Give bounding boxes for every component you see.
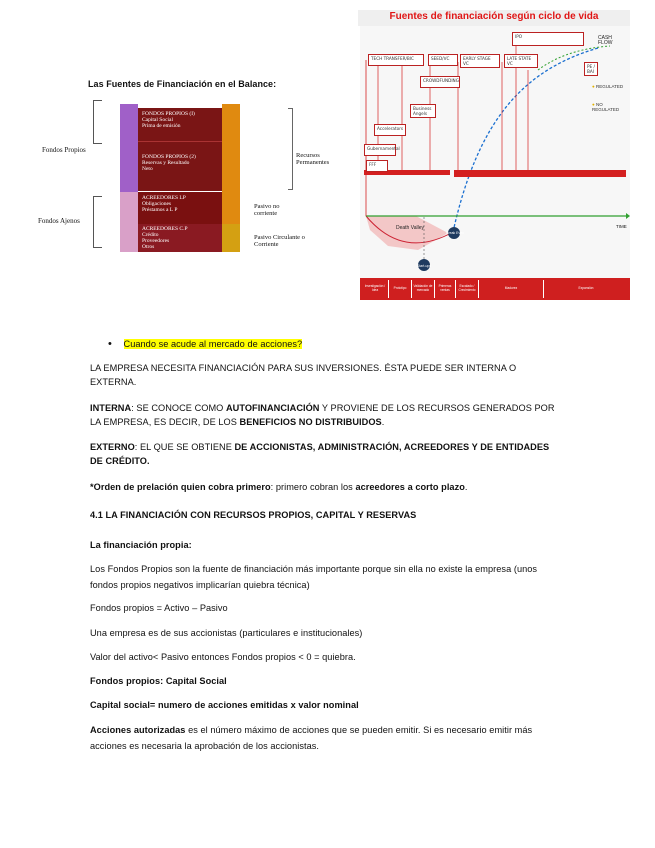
legend-label: REGULATED — [595, 84, 624, 89]
legend-no-regulated: ● NO REGULATED — [592, 102, 620, 112]
block-line: Reservas y Resultado — [142, 160, 190, 166]
legend-label: NO REGULATED — [592, 102, 620, 112]
segment-late-stage — [504, 54, 538, 68]
block-title: FONDOS PROPIOS (2) — [142, 154, 196, 160]
text-bold: acreedores a corto plazo — [355, 482, 465, 492]
lifecycle-figure — [358, 10, 630, 302]
startups-label: Start-ups — [417, 264, 432, 268]
segment-label: SEED/VC — [431, 56, 450, 61]
legend-regulated: ● REGULATED — [592, 84, 624, 89]
stage-label: Validación de mercado — [412, 280, 435, 298]
block-line: Prima de emisión — [142, 123, 181, 129]
block-acreedores-lp — [138, 192, 222, 224]
segment-label: Business Angels — [413, 106, 432, 116]
text-bold: INTERNA — [90, 403, 132, 413]
text-bold: Acciones autorizadas — [90, 725, 186, 735]
label-line: corriente — [254, 210, 278, 217]
text-bold: DE ACCIONISTAS, ADMINISTRACIÓN, ACREEDORES Y DE ENTIDADES DE CRÉDITO. — [90, 442, 550, 466]
break-even-label: Break Even — [446, 231, 465, 235]
regulated-band — [454, 170, 626, 177]
stage-labels — [362, 280, 628, 298]
formula-capital-social: Capital social= numero de acciones emitidas x valor nominal — [90, 700, 359, 710]
text-normal: : EL QUE SE OBTIENE — [134, 442, 235, 452]
block-acreedores-cp — [138, 224, 222, 252]
orange-side-bar — [222, 104, 240, 224]
segment-fff — [366, 160, 388, 172]
stage-label: Expansión — [578, 286, 594, 290]
segment-crowdfunding — [420, 76, 460, 88]
label-line: Pasivo no — [254, 203, 280, 210]
pink-side-bar — [120, 192, 138, 252]
label-line: Permanentes — [296, 159, 330, 166]
segment-tech-transfer — [368, 54, 424, 66]
segment-label: TECH TRANSFER/BIC — [371, 56, 414, 61]
block-title: FONDOS PROPIOS (I) — [142, 111, 195, 117]
text-bold: AUTOFINANCIACIÓN — [225, 403, 320, 413]
segment-accelerators — [374, 124, 406, 136]
segment-pe-bai — [584, 62, 598, 76]
paragraph-externo — [90, 440, 560, 468]
mustard-side-bar — [222, 224, 240, 252]
label-pasivo-circulante — [254, 234, 305, 248]
block-fondos-propios-1 — [138, 108, 222, 141]
text-normal: : SE CONOCE COMO — [131, 403, 226, 413]
brace-permanentes — [288, 108, 293, 190]
block-line: Proveedores — [142, 238, 170, 244]
label-line: Pasivo Circulante o — [254, 234, 305, 241]
segment-business-angels — [410, 104, 436, 118]
segment-gubernamental — [364, 144, 400, 156]
text-normal: es el número máximo de acciones que se pueden emitir. Si es necesario emitir más acciones es necesaria la aprobación de los accionistas. — [90, 725, 533, 751]
block-line: Obligaciones — [142, 201, 172, 207]
heading-financiacion-propia: La financiación propia: — [90, 540, 192, 550]
text-normal: . — [464, 482, 468, 492]
bullet-dot: • — [108, 338, 112, 350]
label-line: CASH — [598, 35, 612, 41]
heading-capital-social: Fondos propios: Capital Social — [90, 676, 227, 686]
block-line: Crédito — [142, 232, 159, 238]
segment-label: LATE STATE VC — [507, 56, 532, 66]
lifecycle-title: Fuentes de financiación según ciclo de vida — [389, 11, 599, 22]
label-line: FLOW — [598, 40, 613, 46]
stage-label: Escalado / Crecimiento — [456, 280, 479, 298]
block-fondos-propios-2 — [138, 141, 222, 191]
segment-early-stage — [460, 54, 500, 68]
label-pasivo-no-corriente — [254, 203, 279, 217]
block-line: Neto — [142, 166, 153, 172]
bullet-text: Cuando se acude al mercado de acciones? — [123, 339, 303, 349]
stage-label: Primeras ventas — [435, 280, 456, 298]
label-recursos-permanentes — [296, 152, 329, 166]
block-line: Capital Social — [142, 117, 174, 123]
bullet-item — [108, 337, 302, 351]
label-fondos-propios: Fondos Propios — [42, 146, 86, 154]
segment-label: Gubernamental — [367, 146, 400, 151]
heading-4-1: 4.1 LA FINANCIACIÓN CON RECURSOS PROPIOS, CAPITAL Y RESERVAS — [90, 510, 417, 520]
paragraph-fondos-propios: Los Fondos Propios son la fuente de financiación más importante porque sin ella no existe la empresa (unos fondos propios negativos implicarían quiebra técnica) — [90, 564, 538, 590]
text-bold: EXTERNO — [90, 442, 135, 452]
brace-propios — [93, 100, 102, 144]
segment-label: Accelerators — [377, 126, 404, 131]
block-title: ACREEDORES LP — [142, 195, 186, 201]
formula-fondos-propios: Fondos propios = Activo – Pasivo — [90, 603, 228, 613]
block-line: Préstamos a L P — [142, 207, 178, 213]
stage-label: Prototipo — [389, 280, 412, 298]
text-bold: BENEFICIOS NO DISTRIBUIDOS — [239, 417, 382, 427]
segment-seed-vc — [428, 54, 458, 66]
segment-label: FFF — [369, 162, 377, 167]
paragraph-prelacion — [90, 480, 560, 494]
time-label: TIME — [616, 224, 627, 229]
label-fondos-ajenos: Fondos Ajenos — [38, 217, 80, 225]
text-normal: Y PROVIENE DE LOS RECURSOS GENERADOS POR LA EMPRESA, ES DECIR, DE LOS — [90, 403, 555, 427]
paragraph-1: LA EMPRESA NECESITA FINANCIACIÓN PARA SUS INVERSIONES. ÉSTA PUEDE SER INTERNA O EXTERNA. — [90, 363, 517, 387]
label-line: Recursos — [296, 152, 320, 159]
death-valley-label: Death Valley — [396, 225, 424, 231]
paragraph-acciones-autorizadas — [90, 722, 558, 754]
text-normal: . — [381, 417, 385, 427]
segment-label: CROWDFUNDING — [423, 78, 459, 83]
block-title: ACREEDORES C.P — [142, 226, 188, 232]
paragraph-quiebra: Valor del activo< Pasivo entonces Fondos propios < 0 = quiebra. — [90, 652, 356, 662]
block-line: Otros — [142, 244, 155, 250]
balance-title: Las Fuentes de Financiación en el Balance: — [88, 79, 277, 89]
purple-side-bar — [120, 104, 138, 192]
label-line: Corriente — [254, 241, 279, 248]
cash-flow-label — [598, 36, 612, 46]
text-normal: : primero cobran los — [270, 482, 356, 492]
paragraph-accionistas: Una empresa es de sus accionistas (particulares e institucionales) — [90, 628, 363, 638]
stage-label: Madurez — [479, 280, 544, 298]
segment-label: IPO — [515, 34, 523, 39]
text-bold: *Orden de prelación quien cobra primero — [90, 482, 271, 492]
segment-label: EARLY STAGE VC — [463, 56, 491, 66]
segment-label: PE / BAI — [587, 64, 595, 74]
stage-label: Investigación / Idea — [362, 280, 389, 298]
paragraph-interna — [90, 401, 560, 429]
segment-ipo — [512, 32, 584, 46]
brace-ajenos — [93, 196, 102, 248]
